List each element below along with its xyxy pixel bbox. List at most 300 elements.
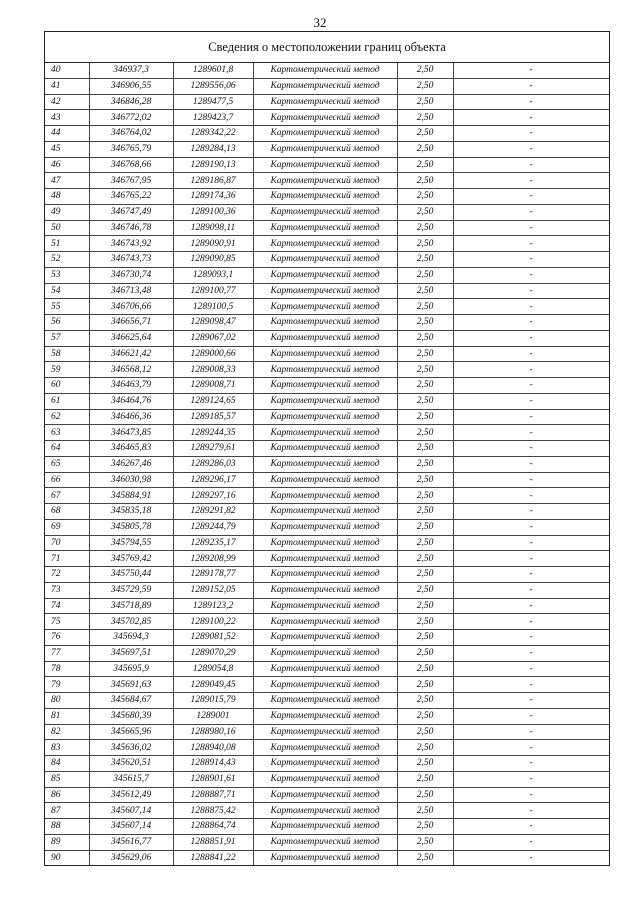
point-number-cell: 77 [45,645,89,661]
point-number-cell: 87 [45,803,89,819]
table-row [45,315,609,331]
coordinate-y-cell: 1288851,91 [173,834,253,850]
coordinate-x-cell: 345607,14 [89,819,173,835]
method-cell: Картометрический метод [253,220,397,236]
method-cell: Картометрический метод [253,315,397,331]
coordinate-y-cell: 1289081,52 [173,630,253,646]
point-number-cell: 82 [45,724,89,740]
accuracy-cell: 2,50 [397,141,453,157]
coordinate-x-cell: 346746,78 [89,220,173,236]
coordinate-y-cell: 1289601,8 [173,63,253,78]
note-cell: - [453,110,609,126]
note-cell: - [453,598,609,614]
table-row [45,94,609,110]
point-number-cell: 59 [45,362,89,378]
accuracy-cell: 2,50 [397,393,453,409]
accuracy-cell: 2,50 [397,535,453,551]
point-number-cell: 73 [45,582,89,598]
point-number-cell: 48 [45,189,89,205]
method-cell: Картометрический метод [253,661,397,677]
coordinate-x-cell: 345607,14 [89,803,173,819]
table-row [45,362,609,378]
point-number-cell: 49 [45,204,89,220]
note-cell: - [453,693,609,709]
accuracy-cell: 2,50 [397,204,453,220]
coordinate-x-cell: 346465,83 [89,441,173,457]
accuracy-cell: 2,50 [397,582,453,598]
method-cell: Картометрический метод [253,551,397,567]
note-cell: - [453,834,609,850]
accuracy-cell: 2,50 [397,315,453,331]
coordinate-x-cell: 345750,44 [89,567,173,583]
coordinate-x-cell: 345612,49 [89,787,173,803]
note-cell: - [453,661,609,677]
coordinate-y-cell: 1289100,77 [173,283,253,299]
accuracy-cell: 2,50 [397,94,453,110]
method-cell: Картометрический метод [253,519,397,535]
table-row [45,409,609,425]
note-cell: - [453,378,609,394]
point-number-cell: 78 [45,661,89,677]
point-number-cell: 65 [45,456,89,472]
coordinate-y-cell: 1289244,35 [173,425,253,441]
table-row [45,330,609,346]
note-cell: - [453,315,609,331]
point-number-cell: 72 [45,567,89,583]
coordinate-y-cell: 1289186,87 [173,173,253,189]
coordinate-y-cell: 1289284,13 [173,141,253,157]
point-number-cell: 54 [45,283,89,299]
coordinate-y-cell: 1289208,99 [173,551,253,567]
coordinate-x-cell: 345769,42 [89,551,173,567]
coordinate-y-cell: 1289423,7 [173,110,253,126]
coordinate-x-cell: 346764,02 [89,126,173,142]
coordinate-x-cell: 346846,28 [89,94,173,110]
accuracy-cell: 2,50 [397,630,453,646]
note-cell: - [453,677,609,693]
coordinate-y-cell: 1289477,5 [173,94,253,110]
method-cell: Картометрический метод [253,126,397,142]
accuracy-cell: 2,50 [397,740,453,756]
accuracy-cell: 2,50 [397,330,453,346]
note-cell: - [453,441,609,457]
method-cell: Картометрический метод [253,173,397,189]
accuracy-cell: 2,50 [397,157,453,173]
note-cell: - [453,330,609,346]
table-row [45,630,609,646]
coordinate-y-cell: 1288841,22 [173,850,253,865]
coordinate-y-cell: 1288875,42 [173,803,253,819]
method-cell: Картометрический метод [253,409,397,425]
coordinate-x-cell: 345616,77 [89,834,173,850]
accuracy-cell: 2,50 [397,78,453,94]
table-row [45,173,609,189]
accuracy-cell: 2,50 [397,378,453,394]
note-cell: - [453,173,609,189]
accuracy-cell: 2,50 [397,236,453,252]
coordinate-x-cell: 346743,92 [89,236,173,252]
coordinate-x-cell: 345884,91 [89,488,173,504]
note-cell: - [453,63,609,78]
coordinate-y-cell: 1289291,82 [173,504,253,520]
method-cell: Картометрический метод [253,283,397,299]
method-cell: Картометрический метод [253,630,397,646]
point-number-cell: 52 [45,252,89,268]
accuracy-cell: 2,50 [397,693,453,709]
point-number-cell: 74 [45,598,89,614]
point-number-cell: 62 [45,409,89,425]
coordinate-x-cell: 346030,98 [89,472,173,488]
coordinate-x-cell: 346765,79 [89,141,173,157]
table-row [45,299,609,315]
coordinate-x-cell: 346464,76 [89,393,173,409]
coordinate-y-cell: 1289001 [173,708,253,724]
point-number-cell: 83 [45,740,89,756]
note-cell: - [453,299,609,315]
accuracy-cell: 2,50 [397,299,453,315]
coordinate-x-cell: 346730,74 [89,267,173,283]
coordinate-x-cell: 346473,85 [89,425,173,441]
coordinate-x-cell: 345694,3 [89,630,173,646]
point-number-cell: 61 [45,393,89,409]
coordinate-y-cell: 1288901,61 [173,771,253,787]
point-number-cell: 60 [45,378,89,394]
accuracy-cell: 2,50 [397,362,453,378]
note-cell: - [453,362,609,378]
coordinate-y-cell: 1289279,61 [173,441,253,457]
coordinate-x-cell: 345702,85 [89,614,173,630]
table-row [45,803,609,819]
coordinate-y-cell: 1288940,08 [173,740,253,756]
accuracy-cell: 2,50 [397,189,453,205]
accuracy-cell: 2,50 [397,110,453,126]
method-cell: Картометрический метод [253,157,397,173]
method-cell: Картометрический метод [253,787,397,803]
coordinate-y-cell: 1289008,33 [173,362,253,378]
table-row [45,819,609,835]
coordinate-x-cell: 346937,3 [89,63,173,78]
method-cell: Картометрический метод [253,740,397,756]
coordinate-y-cell: 1289070,29 [173,645,253,661]
method-cell: Картометрический метод [253,78,397,94]
point-number-cell: 57 [45,330,89,346]
method-cell: Картометрический метод [253,819,397,835]
coordinate-y-cell: 1289090,91 [173,236,253,252]
table-row [45,236,609,252]
coordinates-table [45,63,609,865]
method-cell: Картометрический метод [253,803,397,819]
table-row [45,220,609,236]
coordinate-y-cell: 1289093,1 [173,267,253,283]
point-number-cell: 55 [45,299,89,315]
accuracy-cell: 2,50 [397,771,453,787]
accuracy-cell: 2,50 [397,472,453,488]
coordinate-x-cell: 346466,36 [89,409,173,425]
point-number-cell: 42 [45,94,89,110]
table-row [45,441,609,457]
coordinate-x-cell: 346621,42 [89,346,173,362]
method-cell: Картометрический метод [253,645,397,661]
method-cell: Картометрический метод [253,771,397,787]
method-cell: Картометрический метод [253,488,397,504]
coordinate-x-cell: 346267,46 [89,456,173,472]
coordinate-x-cell: 345691,63 [89,677,173,693]
method-cell: Картометрический метод [253,362,397,378]
coordinate-y-cell: 1289000,66 [173,346,253,362]
table-row [45,63,609,78]
note-cell: - [453,393,609,409]
point-number-cell: 58 [45,346,89,362]
point-number-cell: 56 [45,315,89,331]
coordinate-y-cell: 1289152,05 [173,582,253,598]
accuracy-cell: 2,50 [397,441,453,457]
accuracy-cell: 2,50 [397,787,453,803]
table-row [45,551,609,567]
note-cell: - [453,252,609,268]
table-row [45,582,609,598]
table-row [45,567,609,583]
coordinate-y-cell: 1289049,45 [173,677,253,693]
method-cell: Картометрический метод [253,693,397,709]
table-row [45,519,609,535]
accuracy-cell: 2,50 [397,724,453,740]
table-row [45,787,609,803]
coordinate-y-cell: 1289098,11 [173,220,253,236]
table-row [45,771,609,787]
note-cell: - [453,803,609,819]
coordinate-y-cell: 1289244,79 [173,519,253,535]
coordinate-x-cell: 345697,51 [89,645,173,661]
table-row [45,189,609,205]
method-cell: Картометрический метод [253,677,397,693]
point-number-cell: 44 [45,126,89,142]
method-cell: Картометрический метод [253,834,397,850]
boundary-table-frame [44,31,610,866]
note-cell: - [453,614,609,630]
table-row [45,708,609,724]
note-cell: - [453,756,609,772]
table-row [45,126,609,142]
method-cell: Картометрический метод [253,204,397,220]
point-number-cell: 75 [45,614,89,630]
method-cell: Картометрический метод [253,441,397,457]
accuracy-cell: 2,50 [397,126,453,142]
method-cell: Картометрический метод [253,267,397,283]
accuracy-cell: 2,50 [397,519,453,535]
coordinate-y-cell: 1289015,79 [173,693,253,709]
method-cell: Картометрический метод [253,378,397,394]
method-cell: Картометрический метод [253,346,397,362]
coordinate-y-cell: 1288887,71 [173,787,253,803]
point-number-cell: 45 [45,141,89,157]
table-row [45,645,609,661]
note-cell: - [453,267,609,283]
point-number-cell: 89 [45,834,89,850]
table-row [45,661,609,677]
coordinate-x-cell: 346656,71 [89,315,173,331]
accuracy-cell: 2,50 [397,173,453,189]
point-number-cell: 79 [45,677,89,693]
accuracy-cell: 2,50 [397,834,453,850]
coordinate-x-cell: 346463,79 [89,378,173,394]
method-cell: Картометрический метод [253,535,397,551]
coordinate-y-cell: 1289100,36 [173,204,253,220]
coordinate-y-cell: 1288980,16 [173,724,253,740]
coordinate-x-cell: 346768,66 [89,157,173,173]
accuracy-cell: 2,50 [397,661,453,677]
method-cell: Картометрический метод [253,456,397,472]
coordinate-x-cell: 345794,55 [89,535,173,551]
method-cell: Картометрический метод [253,708,397,724]
method-cell: Картометрический метод [253,425,397,441]
note-cell: - [453,283,609,299]
point-number-cell: 81 [45,708,89,724]
point-number-cell: 41 [45,78,89,94]
table-row [45,740,609,756]
coordinate-x-cell: 346713,48 [89,283,173,299]
note-cell: - [453,472,609,488]
point-number-cell: 80 [45,693,89,709]
note-cell: - [453,94,609,110]
point-number-cell: 85 [45,771,89,787]
note-cell: - [453,850,609,865]
point-number-cell: 68 [45,504,89,520]
accuracy-cell: 2,50 [397,708,453,724]
table-row [45,157,609,173]
method-cell: Картометрический метод [253,236,397,252]
note-cell: - [453,141,609,157]
coordinate-x-cell: 346625,64 [89,330,173,346]
note-cell: - [453,771,609,787]
accuracy-cell: 2,50 [397,567,453,583]
table-row [45,141,609,157]
coordinate-y-cell: 1289296,17 [173,472,253,488]
table-row [45,598,609,614]
method-cell: Картометрический метод [253,110,397,126]
method-cell: Картометрический метод [253,141,397,157]
note-cell: - [453,567,609,583]
note-cell: - [453,409,609,425]
table-row [45,456,609,472]
method-cell: Картометрический метод [253,189,397,205]
coordinate-y-cell: 1289286,03 [173,456,253,472]
method-cell: Картометрический метод [253,63,397,78]
point-number-cell: 90 [45,850,89,865]
coordinate-y-cell: 1289067,02 [173,330,253,346]
note-cell: - [453,204,609,220]
coordinate-y-cell: 1289235,17 [173,535,253,551]
method-cell: Картометрический метод [253,330,397,346]
table-row [45,614,609,630]
accuracy-cell: 2,50 [397,456,453,472]
accuracy-cell: 2,50 [397,283,453,299]
coordinate-y-cell: 1288864,74 [173,819,253,835]
method-cell: Картометрический метод [253,850,397,865]
coordinate-x-cell: 345615,7 [89,771,173,787]
note-cell: - [453,78,609,94]
method-cell: Картометрический метод [253,393,397,409]
table-row [45,378,609,394]
coordinate-x-cell: 346765,22 [89,189,173,205]
note-cell: - [453,346,609,362]
table-row [45,472,609,488]
note-cell: - [453,504,609,520]
point-number-cell: 40 [45,63,89,78]
note-cell: - [453,708,609,724]
point-number-cell: 64 [45,441,89,457]
method-cell: Картометрический метод [253,94,397,110]
note-cell: - [453,519,609,535]
coordinate-x-cell: 346772,02 [89,110,173,126]
note-cell: - [453,220,609,236]
coordinate-x-cell: 345620,51 [89,756,173,772]
accuracy-cell: 2,50 [397,63,453,78]
note-cell: - [453,456,609,472]
note-cell: - [453,126,609,142]
accuracy-cell: 2,50 [397,252,453,268]
point-number-cell: 66 [45,472,89,488]
accuracy-cell: 2,50 [397,677,453,693]
point-number-cell: 51 [45,236,89,252]
table-row [45,78,609,94]
point-number-cell: 88 [45,819,89,835]
note-cell: - [453,740,609,756]
table-row [45,677,609,693]
table-row [45,267,609,283]
method-cell: Картометрический метод [253,598,397,614]
accuracy-cell: 2,50 [397,756,453,772]
coordinate-y-cell: 1289178,77 [173,567,253,583]
accuracy-cell: 2,50 [397,819,453,835]
point-number-cell: 76 [45,630,89,646]
coordinate-y-cell: 1289100,5 [173,299,253,315]
table-row [45,346,609,362]
table-row [45,110,609,126]
point-number-cell: 50 [45,220,89,236]
coordinate-x-cell: 346767,95 [89,173,173,189]
table-row [45,693,609,709]
coordinate-x-cell: 345629,06 [89,850,173,865]
point-number-cell: 86 [45,787,89,803]
table-row [45,252,609,268]
coordinate-y-cell: 1289124,65 [173,393,253,409]
note-cell: - [453,724,609,740]
accuracy-cell: 2,50 [397,409,453,425]
point-number-cell: 67 [45,488,89,504]
coordinate-x-cell: 346706,66 [89,299,173,315]
accuracy-cell: 2,50 [397,425,453,441]
coordinate-y-cell: 1289174,36 [173,189,253,205]
method-cell: Картометрический метод [253,724,397,740]
point-number-cell: 53 [45,267,89,283]
table-row [45,724,609,740]
point-number-cell: 46 [45,157,89,173]
note-cell: - [453,488,609,504]
note-cell: - [453,189,609,205]
coordinate-y-cell: 1289054,8 [173,661,253,677]
note-cell: - [453,236,609,252]
table-row [45,756,609,772]
point-number-cell: 47 [45,173,89,189]
accuracy-cell: 2,50 [397,803,453,819]
method-cell: Картометрический метод [253,504,397,520]
note-cell: - [453,819,609,835]
table-row [45,488,609,504]
coordinate-x-cell: 345695,9 [89,661,173,677]
method-cell: Картометрический метод [253,567,397,583]
coordinate-x-cell: 345680,39 [89,708,173,724]
coordinate-x-cell: 345805,78 [89,519,173,535]
